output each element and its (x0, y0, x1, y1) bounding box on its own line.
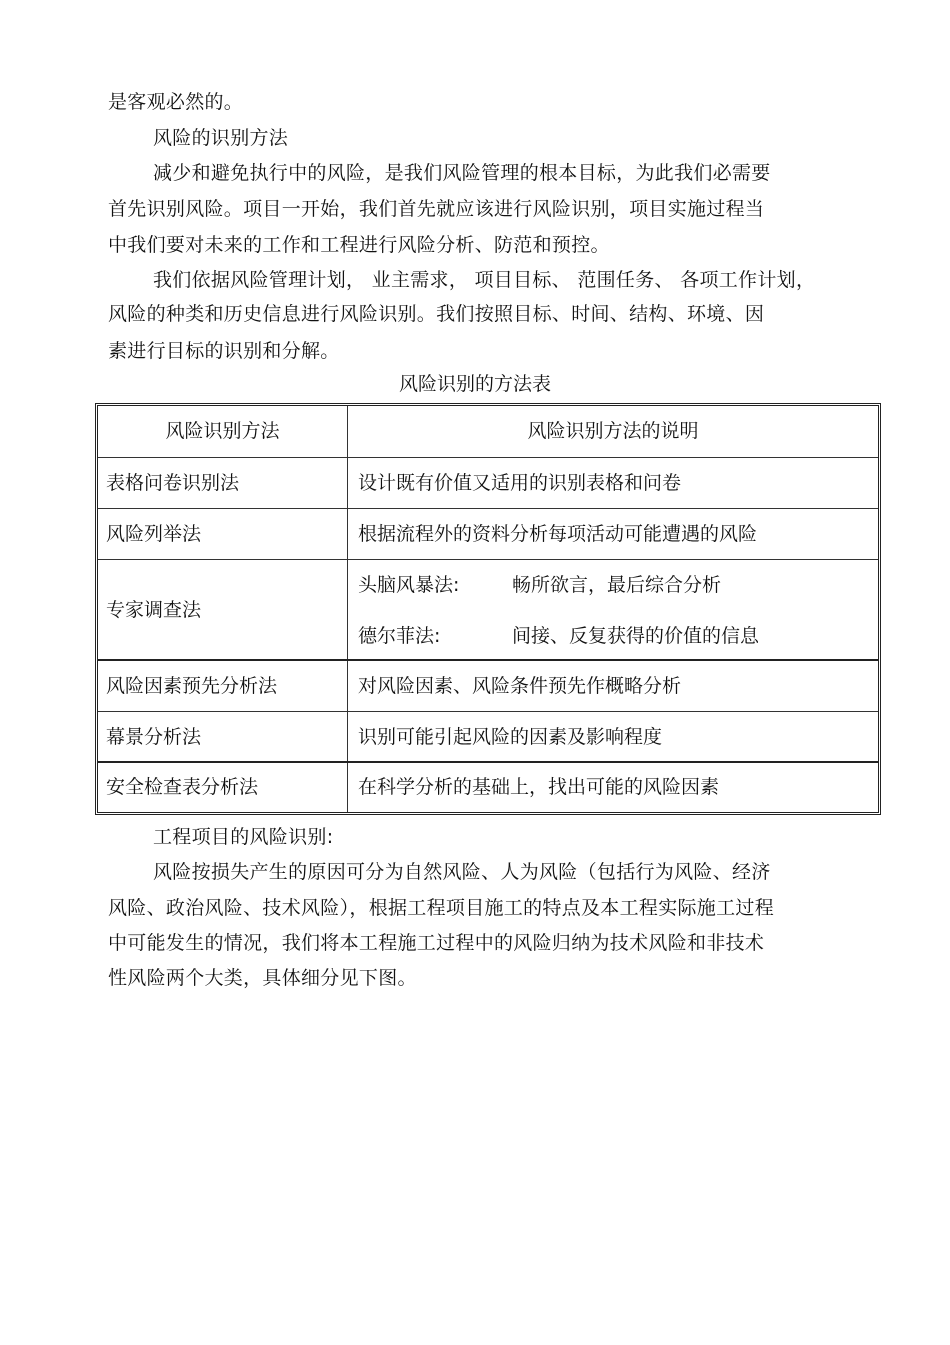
paragraph-line: 风险的种类和历史信息进行风险识别。我们按照目标、时间、结构、环境、因 (108, 303, 765, 325)
description-cell: 识别可能引起风险的因素及影响程度 (358, 726, 663, 748)
paragraph-line: 风险、政治风险、技术风险），根据工程项目施工的特点及本工程实际施工过程 (108, 897, 775, 919)
sub-method-description: 畅所欲言，最后综合分析 (512, 574, 722, 596)
description-cell: 设计既有价值又适用的识别表格和问卷 (358, 472, 682, 494)
table-header-row (98, 406, 878, 458)
paragraph-line: 风险按损失产生的原因可分为自然风险、人为风险（包括行为风险、经济 (153, 861, 771, 883)
table-row (98, 509, 878, 560)
paragraph-line: 是客观必然的。 (108, 91, 244, 113)
risk-method-table (95, 403, 881, 815)
paragraph-line: 减少和避免执行中的风险，是我们风险管理的根本目标，为此我们必需要 (153, 162, 771, 184)
paragraph-line: 我们依据风险管理计划， 业主需求， 项目目标、 范围任务、 各项工作计划， (153, 269, 816, 291)
table-caption: 风险识别的方法表 (398, 373, 551, 395)
method-cell: 表格问卷识别法 (106, 472, 240, 494)
paragraph-line: 中可能发生的情况，我们将本工程施工过程中的风险归纳为技术风险和非技术 (108, 932, 765, 954)
method-cell: 幕景分析法 (106, 726, 202, 748)
method-cell: 风险列举法 (106, 523, 202, 545)
sub-method-label: 德尔菲法: (358, 625, 441, 647)
paragraph-line: 中我们要对未来的工作和工程进行风险分析、防范和预控。 (108, 234, 610, 256)
table-header-method: 风险识别方法 (165, 420, 280, 442)
paragraph-line: 素进行目标的识别和分解。 (108, 340, 340, 362)
description-cell: 对风险因素、风险条件预先作概略分析 (358, 675, 682, 697)
method-cell: 安全检查表分析法 (106, 776, 259, 798)
method-cell: 风险因素预先分析法 (106, 675, 278, 697)
sub-method-label: 头脑风暴法: (358, 574, 460, 596)
table-header-description: 风险识别方法的说明 (527, 420, 699, 442)
section-heading: 风险的识别方法 (153, 127, 289, 149)
method-cell: 专家调查法 (106, 599, 202, 621)
paragraph-line: 首先识别风险。项目一开始，我们首先就应该进行风险识别，项目实施过程当 (108, 198, 765, 220)
table-row (98, 712, 878, 763)
description-cell: 在科学分析的基础上，找出可能的风险因素 (358, 776, 720, 798)
section-heading: 工程项目的风险识别: (153, 826, 334, 848)
description-cell: 根据流程外的资料分析每项活动可能遭遇的风险 (358, 523, 758, 545)
table-row (98, 763, 878, 812)
table-row (98, 458, 878, 509)
sub-method-description: 间接、反复获得的价值的信息 (512, 625, 760, 647)
table-row (98, 661, 878, 712)
paragraph-line: 性风险两个大类，具体细分见下图。 (108, 967, 417, 989)
table-row (98, 560, 878, 661)
